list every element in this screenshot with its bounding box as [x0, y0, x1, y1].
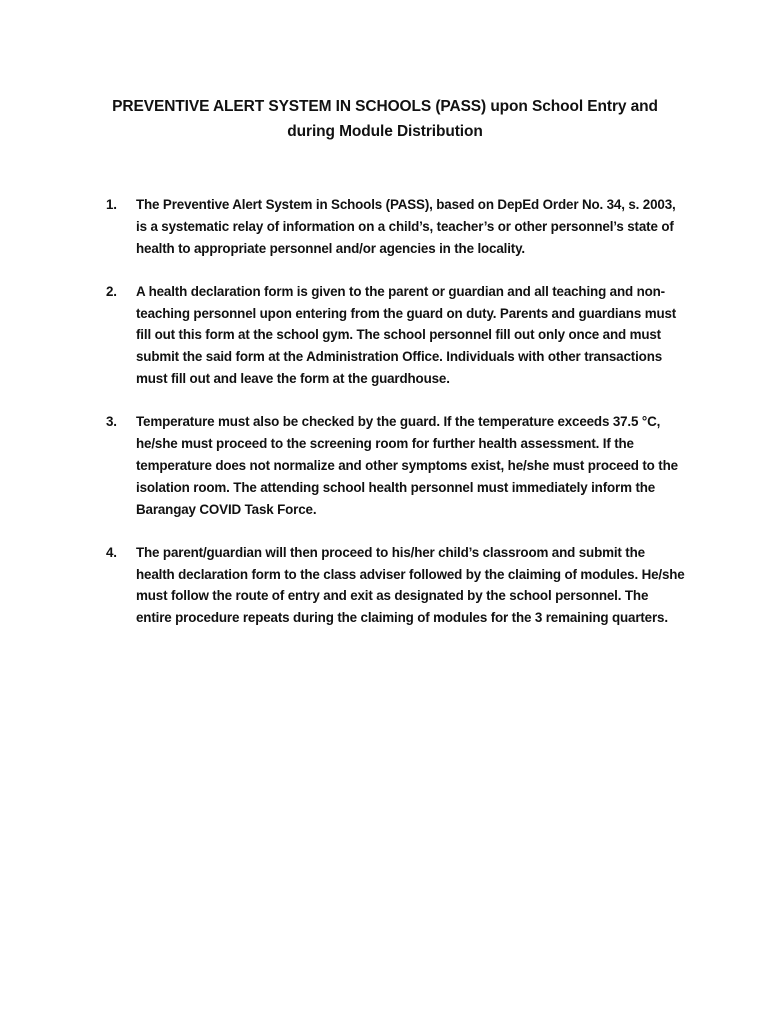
- list-item-number: 3.: [106, 414, 117, 430]
- list-item-text: Temperature must also be checked by the guard. If the temperature exceeds 37.5 °C, he/she must proceed to the screening room for further health assessment. If the temperature does not normalize and other symptoms exist, he/she must proceed to the isolation room. The attending school health personnel must immediately inform the Barangay COVID Task Force.: [136, 414, 678, 517]
- list-item-text: A health declaration form is given to the parent or guardian and all teaching and non-teaching personnel upon entering from the guard on duty. Parents and guardians must fill out this form at the school gym. The school personnel fill out only once and must submit the said form at the Administration Office. Individuals with other transactions must fill out and leave the form at the guardhouse.: [136, 283, 677, 387]
- list-item-number: 2.: [106, 283, 117, 299]
- list-item: [106, 281, 686, 390]
- list-item-number: 1.: [106, 197, 117, 212]
- document-title: PREVENTIVE ALERT SYSTEM IN SCHOOLS (PASS) upon School Entry and during Module Distribution: [112, 98, 658, 140]
- numbered-list: [106, 194, 686, 651]
- list-item-number: 4.: [106, 544, 117, 560]
- list-item: [106, 411, 686, 520]
- list-item: [106, 542, 686, 629]
- list-item-text: The Preventive Alert System in Schools (PASS), based on DepEd Order No. 34, s. 2003, is a systematic relay of information on a child’s, teacher’s or other personnel’s state of health to appropriate personnel and/or agencies in the locality.: [136, 197, 676, 256]
- list-item: [106, 194, 686, 259]
- list-item-text: The parent/guardian will then proceed to his/her child’s classroom and submit the health declaration form to the class adviser followed by the claiming of modules. He/she must follow the route of entry and exit as designated by the school personnel. The entire procedure repeats during the claiming of modules for the 3 remaining quarters.: [136, 544, 685, 626]
